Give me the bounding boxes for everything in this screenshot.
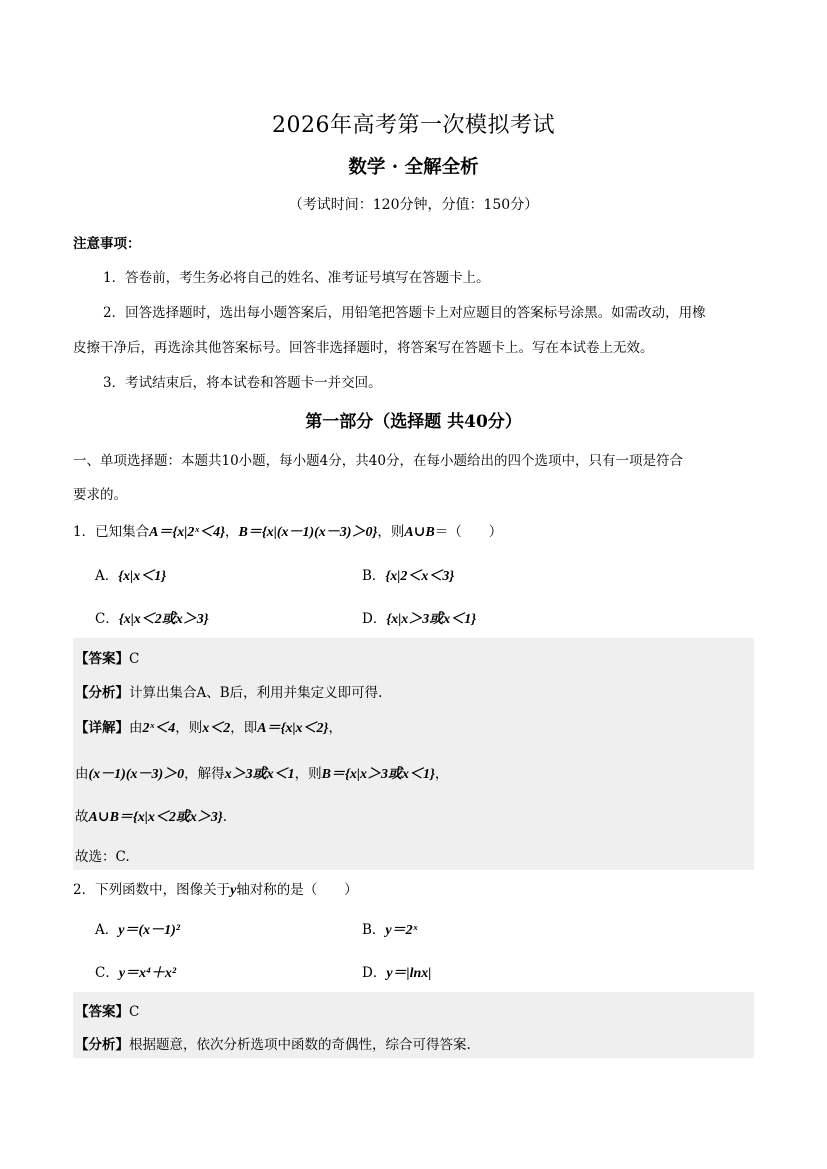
q1-detail1-f: A＝{x|x＜2} bbox=[257, 721, 329, 736]
q1-option-d-text: {x|x＞3或x＜1} bbox=[386, 612, 477, 627]
q2-option-a bbox=[95, 918, 180, 939]
q1-option-c bbox=[95, 607, 209, 628]
q1-detail-label: 【详解】 bbox=[75, 720, 129, 736]
q1-answer-value: C bbox=[129, 651, 140, 667]
q1-detail2-a: 由 bbox=[75, 766, 89, 782]
q2-stem-prefix: 2．下列函数中，图像关于 bbox=[73, 882, 231, 898]
q1-option-b bbox=[362, 564, 454, 585]
q2-option-a-text: y＝(x－1)² bbox=[118, 923, 180, 938]
q1-detail2-b: (x－1)(x－3)＞0 bbox=[88, 767, 185, 782]
q1-detail2-c: ，解得 bbox=[184, 766, 225, 782]
q1-stem-prefix: 1．已知集合 bbox=[73, 524, 150, 540]
q1-option-d bbox=[362, 607, 476, 628]
q1-detail2-g: ， bbox=[434, 766, 449, 782]
q1-option-a-label: A． bbox=[95, 568, 119, 584]
q1-detail-line-1 bbox=[75, 716, 342, 737]
q1-detail1-b: 2ˣ＜4 bbox=[142, 721, 176, 736]
q2-analysis bbox=[75, 1033, 471, 1053]
q1-option-c-label: C． bbox=[95, 611, 119, 627]
q1-solution-block bbox=[73, 638, 754, 870]
q1-detail1-e: ，即 bbox=[230, 720, 258, 736]
q1-analysis-label: 【分析】 bbox=[75, 685, 129, 701]
q1-stem bbox=[73, 520, 502, 541]
q1-analysis-text: 计算出集合A、B后，利用并集定义即可得. bbox=[129, 685, 383, 701]
q1-detail1-g: ， bbox=[328, 720, 342, 736]
q1-stem-suffix: ＝（ ） bbox=[434, 524, 503, 540]
paper-title: 2026年高考第一次模拟考试 bbox=[272, 113, 555, 138]
q1-detail2-e: ，则 bbox=[294, 766, 322, 782]
q1-detail3-b: A∪B＝{x|x＜2或x＞3} bbox=[88, 810, 223, 825]
section-title: 第一部分（选择题 共40分） bbox=[305, 412, 522, 432]
q1-detail1-d: x＜2 bbox=[202, 721, 231, 736]
section-instructions-line-1: 一、单项选择题：本题共10小题，每小题4分，共40分，在每小题给出的四个选项中，只有一项是符合 bbox=[73, 453, 683, 469]
q1-detail1-c: ，则 bbox=[175, 720, 203, 736]
q2-option-c-label: C． bbox=[95, 965, 119, 981]
q1-option-a bbox=[95, 564, 166, 585]
q2-analysis-text: 根据题意，依次分析选项中函数的奇偶性，综合可得答案. bbox=[129, 1037, 471, 1053]
notes-item-2-line-2: 皮擦干净后，再选涂其他答案标号。回答非选择题时，将答案写在答题卡上。写在本试卷上无效。 bbox=[73, 340, 654, 356]
q2-option-d-text: y＝|lnx| bbox=[386, 966, 432, 981]
q1-detail2-d: x＞3或x＜1 bbox=[224, 767, 295, 782]
q2-answer-value: C bbox=[129, 1004, 140, 1020]
q2-option-c bbox=[95, 961, 176, 982]
q1-conclusion: 故选：C. bbox=[75, 849, 130, 865]
q2-analysis-label: 【分析】 bbox=[75, 1037, 129, 1053]
q1-detail-line-2 bbox=[75, 762, 448, 783]
q2-answer bbox=[75, 1000, 139, 1020]
q1-stem-sep: ， bbox=[225, 524, 239, 540]
notes-item-3: 3．考试结束后，将本试卷和答题卡一并交回。 bbox=[103, 375, 382, 391]
q1-option-c-text: {x|x＜2或x＞3} bbox=[118, 612, 209, 627]
q2-option-a-label: A． bbox=[95, 922, 119, 938]
q2-option-b-label: B． bbox=[362, 922, 386, 938]
q1-expr: A∪B bbox=[404, 525, 435, 540]
exam-info: （考试时间：120分钟，分值：150分） bbox=[288, 197, 539, 213]
q1-option-b-label: B． bbox=[362, 568, 386, 584]
q1-detail1-a: 由 bbox=[129, 720, 143, 736]
q1-option-b-text: {x|2＜x＜3} bbox=[385, 569, 455, 584]
q2-option-b bbox=[362, 918, 417, 939]
q1-set-a: A＝{x|2ˣ＜4} bbox=[149, 525, 226, 540]
notes-heading: 注意事项： bbox=[73, 236, 141, 252]
q2-option-d bbox=[362, 961, 431, 982]
q1-stem-mid: ，则 bbox=[377, 524, 405, 540]
q1-detail3-a: 故 bbox=[75, 809, 89, 825]
q1-detail2-f: B＝{x|x＞3或x＜1} bbox=[321, 767, 435, 782]
q1-set-b: B＝{x|(x－1)(x－3)＞0} bbox=[238, 525, 378, 540]
notes-item-1: 1．答卷前，考生务必将自己的姓名、准考证号填写在答题卡上。 bbox=[103, 270, 490, 286]
notes-item-2-line-1: 2．回答选择题时，选出每小题答案后，用铅笔把答题卡上对应题目的答案标号涂黑。如需改动，用橡 bbox=[103, 305, 706, 321]
q1-detail3-c: . bbox=[222, 809, 228, 825]
section-instructions-line-2: 要求的。 bbox=[73, 487, 127, 503]
q2-option-d-label: D． bbox=[362, 965, 387, 981]
q1-detail-line-3 bbox=[75, 805, 227, 826]
q1-option-d-label: D． bbox=[362, 611, 387, 627]
q1-answer bbox=[75, 647, 139, 667]
q2-stem bbox=[73, 878, 358, 899]
q2-stem-suffix: 轴对称的是（ ） bbox=[236, 882, 358, 898]
q1-analysis bbox=[75, 681, 382, 701]
q2-answer-label: 【答案】 bbox=[75, 1004, 129, 1020]
q2-option-b-text: y＝2ˣ bbox=[385, 923, 418, 938]
q1-option-a-text: {x|x＜1} bbox=[118, 569, 167, 584]
q1-answer-label: 【答案】 bbox=[75, 651, 129, 667]
paper-subtitle: 数学 · 全解全析 bbox=[348, 157, 479, 178]
q2-option-c-text: y＝x⁴＋x² bbox=[118, 966, 177, 981]
q2-axis: y bbox=[230, 883, 237, 898]
